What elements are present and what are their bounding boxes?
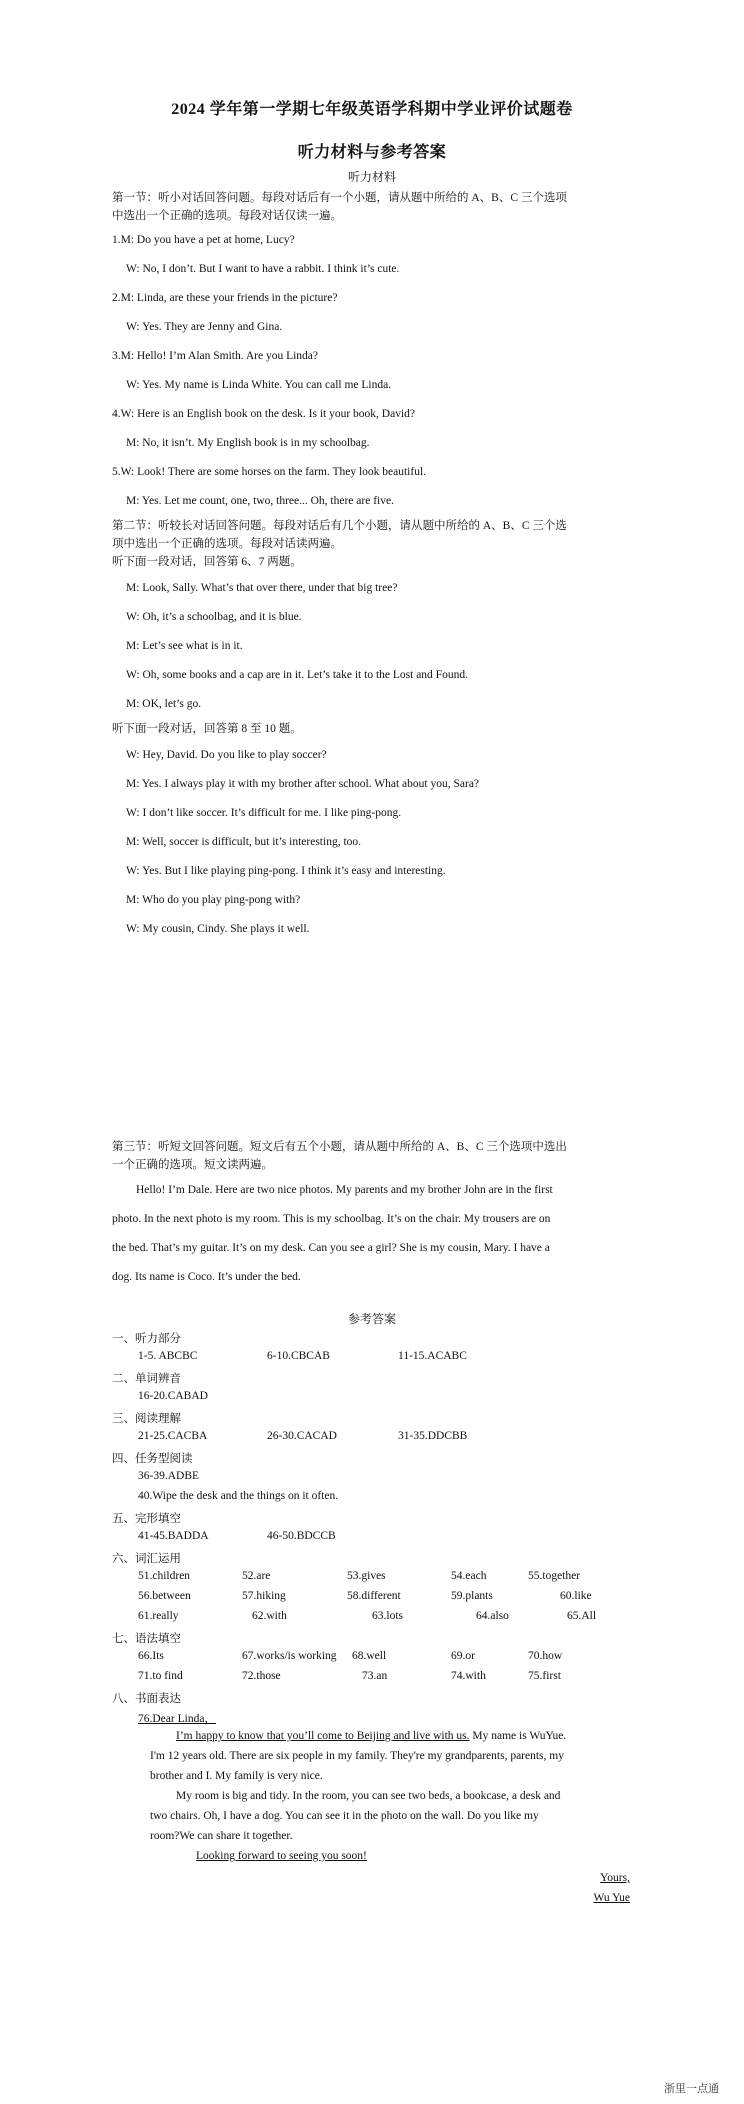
- grammar-answer: 72.those: [242, 1670, 281, 1682]
- vocab-answer: 62.with: [252, 1610, 287, 1622]
- letter-line: two chairs. Oh, I have a dog. You can see it in the photo on the wall. Do you like my: [150, 1810, 539, 1822]
- vocab-answer: 54.each: [451, 1570, 487, 1582]
- dialog-line: W: Oh, it’s a schoolbag, and it is blue.: [126, 611, 302, 623]
- watermark-text: 浙里一点通: [664, 2082, 719, 2095]
- part1-instruction-cont: 中选出一个正确的选项。每段对话仅读一遍。: [112, 210, 342, 222]
- vocab-answer: 60.like: [560, 1590, 592, 1602]
- letter-line: My room is big and tidy. In the room, you can see two beds, a bookcase, a desk and: [176, 1790, 561, 1802]
- answer-item: 46-50.BDCCB: [267, 1530, 336, 1542]
- grammar-answer: 67.works/is working: [242, 1650, 337, 1662]
- dialog-line: M: No, it isn’t. My English book is in my schoolbag.: [126, 437, 370, 449]
- letter-line: [176, 1730, 566, 1742]
- answer-section-title: 三、阅读理解: [112, 1413, 181, 1425]
- vocab-answer: 53.gives: [347, 1570, 386, 1582]
- passage-line: the bed. That’s my guitar. It’s on my desk. Can you see a girl? She is my cousin, Mary. I have a: [112, 1242, 550, 1254]
- answer-section-title: 七、语法填空: [112, 1633, 181, 1645]
- vocab-answer: 59.plants: [451, 1590, 493, 1602]
- answer-section-title: 五、完形填空: [112, 1513, 181, 1525]
- grammar-answer: 70.how: [528, 1650, 563, 1662]
- page-title: 2024 学年第一学期七年级英语学科期中学业评价试题卷: [171, 101, 573, 118]
- vocab-answer: 57.hiking: [242, 1590, 286, 1602]
- vocab-answer: 65.All: [567, 1610, 597, 1622]
- part2-intro-a: 听下面一段对话，回答第 6、7 两题。: [112, 556, 302, 568]
- dialog-line: M: Let’s see what is in it.: [126, 640, 243, 652]
- dialog-line: M: Look, Sally. What’s that over there, under that big tree?: [126, 582, 398, 594]
- answer-item: 36-39.ADBE: [138, 1470, 200, 1482]
- dialog-line: W: Oh, some books and a cap are in it. Let’s take it to the Lost and Found.: [126, 669, 468, 681]
- dialog-line: W: No, I don’t. But I want to have a rabbit. I think it’s cute.: [126, 263, 400, 275]
- part1-instruction: 第一节：听小对话回答问题。每段对话后有一个小题，请从题中所给的 A、B、C 三个选项: [112, 192, 567, 204]
- dialog-line: M: Who do you play ping-pong with?: [126, 894, 301, 906]
- passage-line: dog. Its name is Coco. It’s under the bed.: [112, 1271, 301, 1283]
- letter-closing: Looking forward to seeing you soon!: [196, 1850, 367, 1862]
- dialog-line: 2.M: Linda, are these your friends in the picture?: [112, 292, 338, 304]
- grammar-answer: 73.an: [362, 1670, 388, 1682]
- vocab-answer: 61.really: [138, 1610, 179, 1622]
- answer-item: 31-35.DDCBB: [398, 1430, 468, 1442]
- letter-sign-yours: Yours,: [600, 1872, 630, 1884]
- letter-line: brother and I. My family is very nice.: [150, 1770, 323, 1782]
- dialog-line: 1.M: Do you have a pet at home, Lucy?: [112, 234, 295, 246]
- grammar-answer: 66.Its: [138, 1650, 164, 1662]
- answer-section-title: 八、书面表达: [112, 1693, 181, 1705]
- answer-item: 41-45.BADDA: [138, 1530, 209, 1542]
- section-heading-listening-material: 听力材料: [347, 170, 396, 184]
- letter-greeting: 76.Dear Linda，: [138, 1713, 216, 1725]
- vocab-answer: 51.children: [138, 1570, 191, 1582]
- answer-section-title: 四、任务型阅读: [112, 1453, 193, 1465]
- vocab-answer: 55.together: [528, 1570, 581, 1582]
- vocab-answer: 63.lots: [372, 1610, 403, 1622]
- dialog-line: M: Yes. I always play it with my brother after school. What about you, Sara?: [126, 778, 480, 790]
- vocab-answer: 56.between: [138, 1590, 191, 1602]
- passage-line: photo. In the next photo is my room. This is my schoolbag. It’s on the chair. My trousers are on: [112, 1213, 551, 1225]
- vocab-answer: 52.are: [242, 1570, 271, 1582]
- part3-instruction: 第三节：听短文回答问题。短文后有五个小题，请从题中所给的 A、B、C 三个选项中选出: [112, 1141, 567, 1153]
- letter-line-rest: My name is WuYue.: [469, 1730, 567, 1742]
- vocab-answer: 58.different: [347, 1590, 401, 1602]
- part2-instruction-cont: 项中选出一个正确的选项。每段对话读两遍。: [112, 538, 342, 550]
- answer-section-title: 二、单词辨音: [112, 1373, 181, 1385]
- answer-item: 6-10.CBCAB: [267, 1350, 330, 1362]
- dialog-line: 4.W: Here is an English book on the desk. Is it your book, David?: [112, 408, 415, 420]
- letter-sign-name: Wu Yue: [593, 1892, 630, 1904]
- dialog-line: M: Yes. Let me count, one, two, three... Oh, there are five.: [126, 495, 394, 507]
- dialog-line: W: Yes. My name is Linda White. You can call me Linda.: [126, 379, 392, 391]
- vocab-answer: 64.also: [476, 1610, 509, 1622]
- dialog-line: W: Yes. But I like playing ping-pong. I think it’s easy and interesting.: [126, 865, 446, 877]
- dialog-line: M: Well, soccer is difficult, but it’s interesting, too.: [126, 836, 362, 848]
- answer-item: 16-20.CABAD: [138, 1390, 208, 1402]
- part2-intro-b: 听下面一段对话，回答第 8 至 10 题。: [112, 723, 302, 735]
- grammar-answer: 74.with: [451, 1670, 486, 1682]
- answer-section-title: 一、听力部分: [112, 1333, 181, 1345]
- grammar-answer: 71.to find: [138, 1670, 183, 1682]
- letter-line: I'm 12 years old. There are six people in my family. They're my grandparents, parents, my: [150, 1750, 564, 1762]
- dialog-line: W: My cousin, Cindy. She plays it well.: [126, 923, 310, 935]
- passage-line: Hello! I’m Dale. Here are two nice photos. My parents and my brother John are in the first: [136, 1184, 553, 1196]
- dialog-line: W: I don’t like soccer. It’s difficult for me. I like ping-pong.: [126, 807, 402, 819]
- answer-item: 21-25.CACBA: [138, 1430, 208, 1442]
- dialog-line: W: Yes. They are Jenny and Gina.: [126, 321, 283, 333]
- answer-item: 26-30.CACAD: [267, 1430, 337, 1442]
- dialog-line: 3.M: Hello! I’m Alan Smith. Are you Linda?: [112, 350, 319, 362]
- grammar-answer: 75.first: [528, 1670, 561, 1682]
- dialog-line: M: OK, let’s go.: [126, 698, 202, 710]
- part3-instruction-cont: 一个正确的选项。短文读两遍。: [112, 1159, 273, 1171]
- page-subtitle: 听力材料与参考答案: [297, 144, 447, 161]
- part2-instruction: 第二节：听较长对话回答问题。每段对话后有几个小题，请从题中所给的 A、B、C 三个选: [112, 520, 567, 532]
- dialog-line: W: Hey, David. Do you like to play soccer?: [126, 749, 327, 761]
- answer-item: 40.Wipe the desk and the things on it often.: [138, 1490, 339, 1502]
- dialog-line: 5.W: Look! There are some horses on the farm. They look beautiful.: [112, 466, 427, 478]
- letter-underlined-text: I’m happy to know that you’ll come to Beijing and live with us.: [176, 1730, 470, 1742]
- grammar-answer: 68.well: [352, 1650, 387, 1662]
- letter-line: room?We can share it together.: [150, 1830, 293, 1842]
- answer-section-title: 六、词汇运用: [112, 1553, 181, 1565]
- grammar-answer: 69.or: [451, 1650, 475, 1662]
- answers-heading: 参考答案: [347, 1312, 396, 1326]
- answer-item: 1-5. ABCBC: [138, 1350, 198, 1362]
- answer-item: 11-15.ACABC: [398, 1350, 467, 1362]
